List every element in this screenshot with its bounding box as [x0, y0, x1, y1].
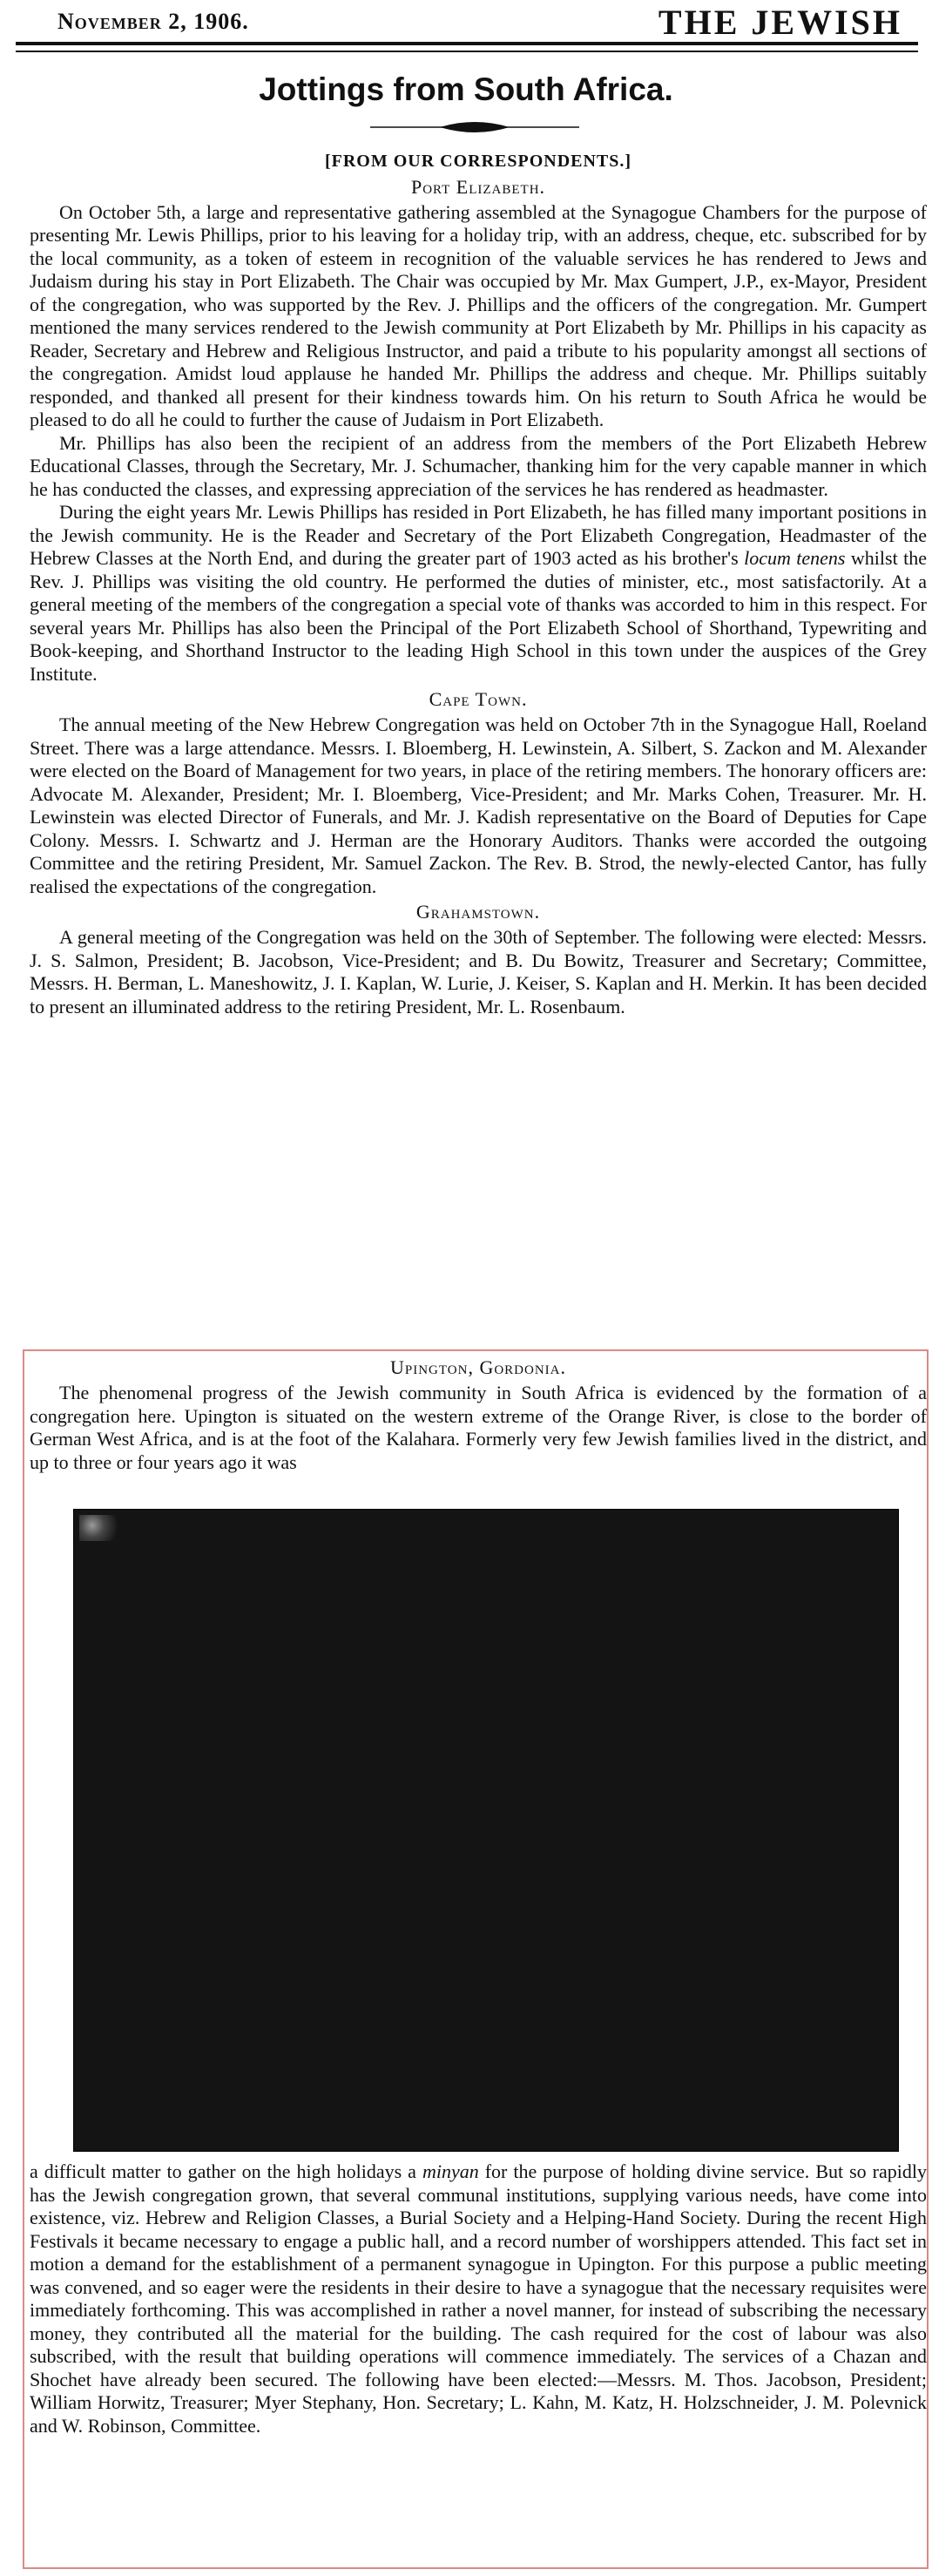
section-heading-cape-town: Cape Town. [429, 688, 528, 710]
paragraph: On October 5th, a large and representative gathering assembled at the Synagogue Chambers for the purpose of presenting Mr. Lewis Phillips, prior to his leaving for a holiday trip, with an address, cheque, etc. subscribed for by the local community, as a token of esteem in recognition of the valuable services he has rendered to Jews and Judaism during his stay in Port Elizabeth. The Chair was occupied by Mr. Max Gumpert, J.P., ex-Mayor, President of the congregation, who was supported by the Rev. J. Phillips and the officers of the congregation. Mr. Gumpert mentioned the many services rendered to the Jewish community at Port Elizabeth by Mr. Phillips in his capacity as Reader, Secretary and Hebrew and Religious Instructor, and paid a tribute to his popularity amongst all sections of the congregation. Amidst loud applause he handed Mr. Phillips the address and cheque. Mr. Phillips suitably responded, and thanked all present for their kindness towards him. On his return to South Africa he would be pleased to do all he could to further the cause of Judaism in Port Elizabeth. [30, 200, 927, 430]
paragraph: Mr. Phillips has also been the recipient of an address from the members of the Port Elizabeth Hebrew Educational Classes, through the Secretary, Mr. J. Schumacher, thanking him for the very capable manner in which he has conducted the classes, and expressing appreciation of the services he has rendered as headmaster. [30, 431, 927, 500]
paragraph [30, 2160, 927, 2437]
article-column-upington [30, 1354, 927, 1474]
paragraph [30, 501, 927, 686]
issue-date: November 2, 1906. [57, 9, 249, 34]
text-run: a difficult matter to gather on the high holidays a [30, 2160, 422, 2182]
section-heading-port-elizabeth: Port Elizabeth. [410, 175, 546, 198]
photo-light-spot [79, 1515, 123, 1541]
masthead-rule [16, 42, 918, 45]
masthead-rule-thin [16, 51, 918, 52]
paragraph: The phenomenal progress of the Jewish community in South Africa is evidenced by the formation of a congregation here. Upington is situated on the western extreme of the Orange River, is close to the border of German West Africa, and is at the foot of the Kalahara. Formerly very few Jewish families lived in the district, and up to three or four years ago it was [30, 1382, 927, 1473]
text-run: whilst the Rev. J. Phillips was visiting the old country. He performed the duties of minister, etc., most satisfactorily. At a general meeting of the members of the congregation a special vote of thanks was accorded to him in this respect. For several years Mr. Phillips has also been the Principal of the Port Elizabeth School of Shorthand, Typewriting and Book-keeping, and Shorthand Instructor to the leading High School in this town under the auspices of the Grey Institute. [30, 547, 928, 685]
text-run: During the eight years Mr. Lewis Phillips has resided in Port Elizabeth, he has filled many important positions in the Jewish community. He is the Reader and Secretary of the Port Elizabeth Congregation, Headmaster of the Hebrew Classes at the North End, and during the greater part of 1903 acted as his brother's [30, 501, 927, 569]
newspaper-name: THE JEWISH [658, 3, 902, 42]
paragraph: A general meeting of the Congregation was held on the 30th of September. The following were elected: Messrs. J. S. Salmon, President; B. Jacobson, Vice-President; and B. Du Bowitz, Treasurer and Secretary; Committee, Messrs. H. Berman, L. Maneshowitz, J. I. Kaplan, W. Lurie, J. Keiser, S. Kaplan and H. Merkin. It has been decided to present an illuminated address to the retiring President, Mr. L. Rosenbaum. [30, 926, 927, 1018]
photograph [73, 1509, 899, 2152]
italic-term: minyan [422, 2160, 479, 2182]
article-title: Jottings from South Africa. [259, 71, 673, 107]
italic-term: locum tenens [744, 547, 846, 569]
section-heading-grahamstown: Grahamstown. [415, 901, 541, 923]
article-column-bottom [30, 2160, 927, 2437]
source-line: [FROM OUR CORRESPONDENTS.] [324, 152, 632, 171]
paragraph: The annual meeting of the New Hebrew Congregation was held on October 7th in the Synagogue Hall, Roeland Street. There was a large attendance. Messrs. I. Bloemberg, H. Lewinstein, A. Silbert, S. Zackon and M. Alexander were elected on the Board of Management for two years, in place of the retiring members. The honorary officers are: Advocate M. Alexander, President; Mr. I. Bloemberg, Vice-President; and Mr. Marks Cohen, Treasurer. Mr. H. Lewinstein was elected Director of Funerals, and Mr. J. Kadish representative on the Board of Deputies for Cape Colony. Messrs. I. Schwartz and J. Herman are the Honorary Auditors. Thanks were accorded the outgoing Committee and the retiring President, Mr. Samuel Zackon. The Rev. B. Strod, the newly-elected Cantor, has fully realised the expectations of the congregation. [30, 713, 927, 897]
article-column-top [30, 150, 927, 1018]
section-heading-upington: Upington, Gordonia. [390, 1356, 566, 1378]
ornament-divider [370, 118, 579, 136]
masthead [0, 0, 932, 44]
text-run: for the purpose of holding divine service. But so rapidly has the Jewish congregation grown, that several communal institutions, supplying various needs, have come into existence, viz. Hebrew and Religion Classes, a Burial Society and a Helping-Hand Society. During the recent High Festivals it became necessary to engage a public hall, and a record number of worshippers attended. This fact set in motion a demand for the establishment of a permanent synagogue in Upington. For this purpose a public meeting was convened, and so eager were the residents in their desire to have a synagogue that the necessary requisites were immediately forthcoming. This was accomplished in rather a novel manner, for instead of subscribing the necessary money, they contributed all the material for the building. The cash required for the cost of labour was also subscribed, with the result that building operations will commence immediately. The services of a Chazan and Shochet have already been secured. The following have been elected:—Messrs. M. Thos. Jacobson, President; William Horwitz, Treasurer; Myer Stephany, Hon. Secretary; L. Kahn, M. Katz, H. Holzschneider, J. M. Polevnick and W. Robinson, Committee. [30, 2160, 927, 2437]
